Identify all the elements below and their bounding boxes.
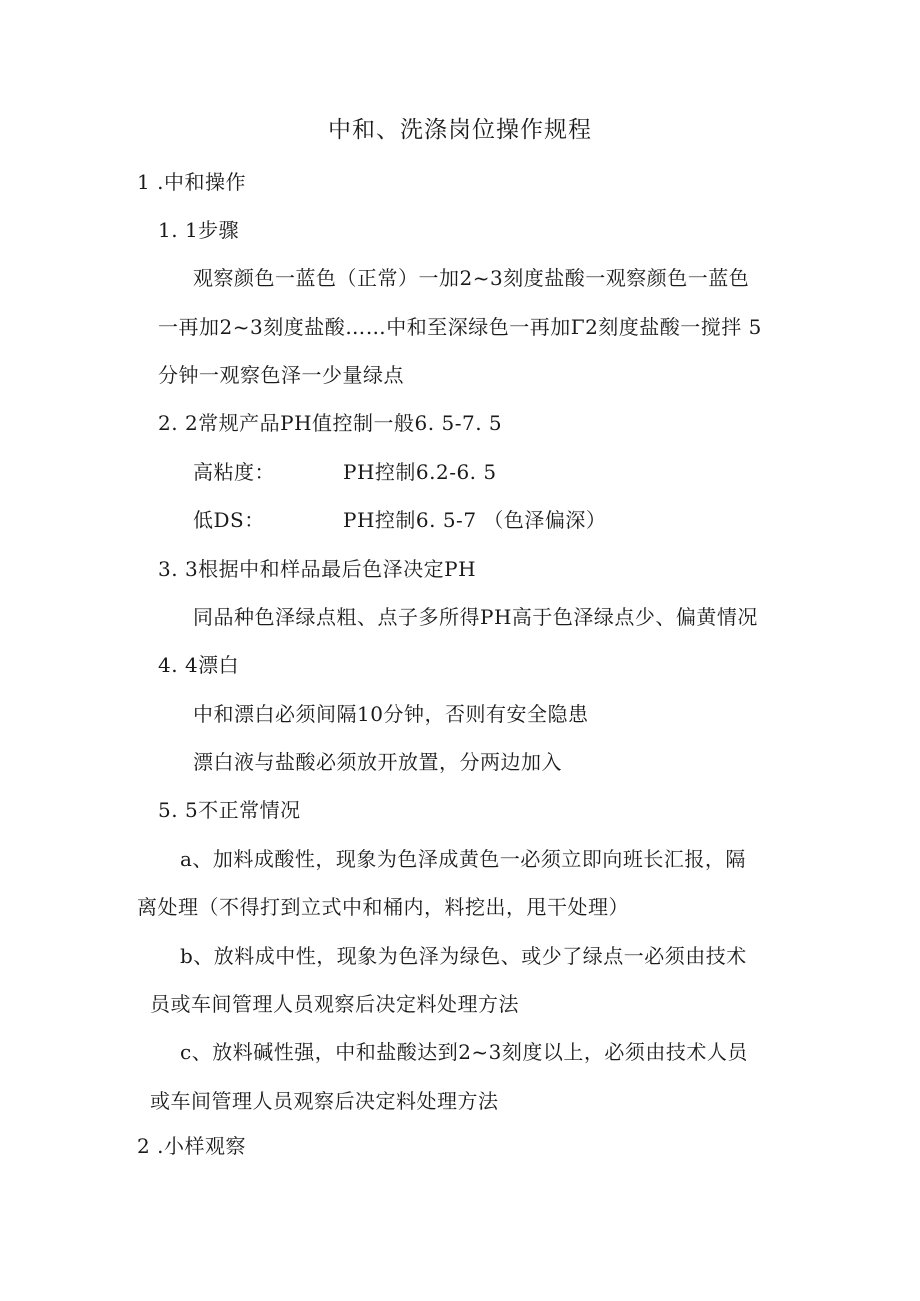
step-5-heading: 5. 5不正常情况 [158, 798, 301, 822]
step-1-paragraph-line: 分钟一观察色泽一少量绿点 [158, 363, 404, 387]
case-c-line: c、放料碱性强，中和盐酸达到2~3刻度以上，必须由技术人员 [180, 1040, 748, 1064]
high-viscosity-value: PH控制6.2-6. 5 [343, 460, 497, 484]
section-1-heading: 1 .中和操作 [137, 170, 246, 194]
case-a-line: a、加料成酸性，现象为色泽成黄色一必须立即向班长汇报，隔 [180, 847, 746, 871]
step-4-heading: 4. 4漂白 [158, 653, 240, 677]
section-2-heading: 2 .小样观察 [137, 1134, 246, 1158]
case-b-line: 员或车间管理人员观察后决定料处理方法 [150, 992, 519, 1016]
step-4-text: 中和漂白必须间隔10分钟，否则有安全隐患 [193, 702, 589, 726]
step-3-text: 同品种色泽绿点粗、点子多所得PH高于色泽绿点少、偏黄情况 [193, 605, 758, 629]
step-4-text: 漂白液与盐酸必须放开放置，分两边加入 [193, 750, 562, 774]
step-1-paragraph-line: 一再加2~3刻度盐酸……中和至深绿色一再加Γ2刻度盐酸一搅拌 5 [158, 315, 762, 339]
step-1-paragraph-line: 观察颜色一蓝色（正常）一加2~3刻度盐酸一观察颜色一蓝色 [193, 266, 750, 290]
step-2-heading: 2. 2常规产品PH值控制一般6. 5-7. 5 [158, 411, 503, 435]
high-viscosity-label: 高粘度： [193, 460, 275, 484]
step-1-heading: 1. 1步骤 [158, 218, 240, 242]
case-c-line: 或车间管理人员观察后决定料处理方法 [150, 1089, 499, 1113]
page-title: 中和、洗涤岗位操作规程 [328, 117, 592, 143]
case-a-line: 离处理（不得打到立式中和桶内，料挖出，甩干处理） [137, 895, 629, 919]
case-b-line: b、放料成中性，现象为色泽为绿色、或少了绿点一必须由技术 [180, 944, 747, 968]
low-ds-value: PH控制6. 5-7 （色泽偏深） [343, 508, 607, 532]
step-3-heading: 3. 3根据中和样品最后色泽决定PH [158, 557, 477, 581]
low-ds-label: 低DS： [193, 508, 265, 532]
